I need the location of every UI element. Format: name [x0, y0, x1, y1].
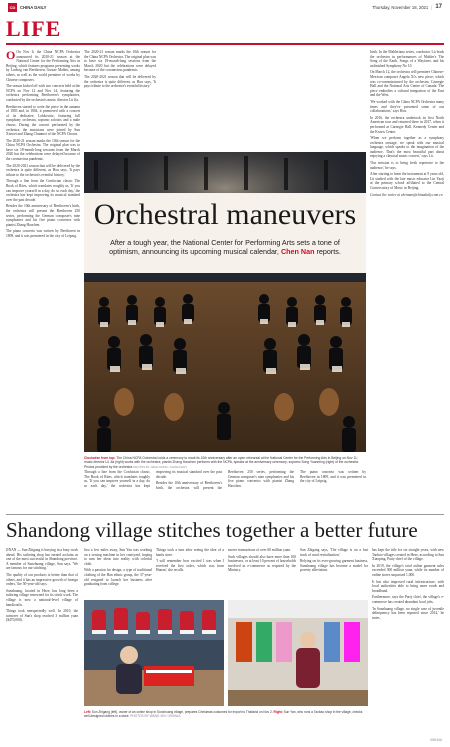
paragraph: Just a few miles away, Sun Yan was working on a sewing machine in her courtyard, hoping to turn her ideas into reality with colorful cloth.: [84, 548, 152, 566]
paragraph: 'Our mission is to bring fresh repertoire to the audience,' he says.: [370, 161, 444, 170]
village-column-2: [84, 548, 152, 598]
village-column-6: [372, 548, 444, 738]
village-column-5: [300, 548, 368, 598]
photo-credit: PHOTOS BY JIANG DONG / CHINA DAILY: [133, 464, 188, 469]
paragraph: 'We worked with the China NCPA Orchestra many times and they've presented some of our collaborations,' says Hou.: [370, 99, 444, 114]
paragraph: mover transactions of over 60 million yuan.: [228, 548, 291, 552]
dropcap: O: [6, 50, 16, 62]
paragraph: Besides the 10th anniversary of Beethoven's birth, the orchestra will present the Beethoven 250 series, performing the German composer's nine symphonies and his five piano concertos with pianist Zhang Haochen.: [6, 204, 80, 227]
paragraph: Relying on its ever-growing garment business, Sunzhuang village has become a model for poverty alleviation.: [300, 559, 368, 573]
footer-source: XINHUA: [429, 738, 442, 742]
paragraph: The 2020-2021 season that will be delivered by the orchestra is quite different, as Hou says, 'It pays tribute to the orchestra's eventful history.': [84, 74, 156, 89]
contact-line: Contact the writer at chennan@chinadaily.com.cn: [370, 192, 443, 197]
issue-date: Thursday, November 18, 2021: [371, 4, 429, 10]
orchestra-column-right: [370, 50, 444, 450]
paragraph: The quality of our products is better than that of others, and it has an impressive growth of foreign orders,' the 50-year-old says.: [6, 572, 78, 587]
orchestra-column-1: [6, 50, 80, 450]
section-title: LIFE: [6, 16, 62, 41]
paragraph: The 2020-21 season marks the 10th season for the China NCPA Orchestra. The original plan was to have six 18-month-long sessions from the March 2020 but the celebrations were delayed because of the coronavirus pandemic.: [84, 50, 156, 73]
village-photo-left: [84, 600, 224, 706]
paragraph: Through a line from the Confucian classic The Book of Rites, which translates roughly as, 'If you can improve yourself in a day, do so each day,' the orchestra has kept improving its musical standard over the past decade.: [6, 179, 80, 202]
paragraph: The piano concerto was written by Beethoven in 1809, and it was premiered in the city of Leipzig.: [300, 470, 366, 484]
divider: [6, 514, 444, 515]
paragraph: Through a line from the Confucian classic The Book of Rites, which translates roughly as, 'If you can improve yourself in a day, do so each day,' the orchestra has kept improving its musical standard over the past decade.: [84, 470, 222, 488]
paragraph: The 2020-21 season marks the 10th season for the China NCPA Orchestra. The original plan was to have six 18-month-long sessions from the March 2020 but the celebrations were delayed because of the coronavirus pandemic.: [6, 138, 80, 162]
village-column-4: [228, 548, 296, 598]
paragraph: In 2019, the village's total online garment sales exceeded 300 million yuan, while its number of online stores surpassed 1,000.: [372, 563, 444, 577]
paragraph: birth. In the Mahleriana series, conductor Lü leads the orchestra in performances of Mahler's The Song of the Earth, Songs of a Wayfarer, and his unfinished Symphony No 10.: [370, 50, 444, 68]
paragraph: Things took unexpectedly well. In 2010, the turnover of Sun's shop reached 3 million yuan ($470,000).: [6, 609, 78, 623]
village-caption: Left: Sun Zhigang (left), owner of an online shop in Sunzhuang village, prepares Christmas costumes for export to Thailand on Nov 2. Right: Sun Yan, who runs a Taobao shop in the village, checks well-designed clothes in a store. PHOTOS BY WANG XIN / XINHUA: [84, 710, 363, 719]
orchestra-deck: After a tough year, the National Center for Performing Arts sets a tone of optimism, announcing its upcoming musical calendar, Chen Nan reports.: [109, 238, 341, 256]
paragraph: O On Nov 6, the China NCPA Orchestra announced its 2020-21 season at the National Center for the Performing Arts in Beijing, which features programs presenting works by Ludwig van Beethoven, Gustav Mahler, among others, as well as the world premiere of works by Chinese composers.: [6, 50, 80, 82]
paragraph: Such villages should also have more than 100 businesses, or at least 10 percent of households involved in e-commerce as required by the Ministry.: [228, 554, 296, 573]
photo-credit: PHOTOS BY WANG XIN / XINHUA: [130, 714, 181, 719]
orchestra-caption: Clockwise from top: The China NCPA Orchestra holds a ceremony to mark its 10th anniversary after an open rehearsal at the National Center for the Performing Arts in Beijing on Nov 11; music director Lü Jia (right) works with the orchestra; pianist Zhang Haochen performs with the NCPA, speaks at the anniversary ceremony; soprano Song Yuanming (right) of the orchestra. Photos provided by the orchestra PHOTOS BY JIANG DONG / CHINA DAILY: [84, 456, 359, 469]
orchestra-headline: Orchestral maneuvers: [93, 198, 357, 231]
orchestra-column-continued: [84, 470, 366, 512]
paragraph: In 2016, the orchestra undertook its first North American tour and returned there in 2017, when it performed at Carnegie Hall, Kennedy Center and the Kravis Center.: [370, 115, 444, 134]
paragraph: 'In Sunzhuang village, no single case of juvenile delinquency has been reported since 2014,' he notes.: [372, 606, 444, 620]
paragraph: The piano concerto was written by Beethoven in 1809, and it was premiered in the city of Leipzig.: [6, 229, 80, 238]
paragraph: On March 12, the orchestra will premiere Chinese-Mexican composer Angela Xi's new piece, which was co-commissioned by the orchestra, Carnegie Hall and the National Arts Centre of Canada. The piece embodies a cultural integration of the East and the West.: [370, 70, 444, 98]
china-daily-logo: CD: [9, 4, 16, 10]
byline: Chen Nan: [280, 247, 315, 256]
paper-name: CHINA DAILY: [20, 4, 47, 10]
clothing-store-scene: [228, 600, 368, 706]
paragraph: With a passion for design, a type of traditional clothing of the Han ethnic group, the 37-year-old resigned to launch her business after graduating from college.: [84, 568, 152, 587]
village-headline: Shandong village stitches together a better future: [6, 518, 418, 542]
paragraph: 'When we perform together as a symphony orchestra onstage, we speak with our musical language, which speaks to the imagination of the audience. That's the most beautiful part about enjoying a classical music concert,' says Lü.: [370, 136, 444, 159]
tailor-scene: [84, 600, 224, 706]
village-photo-right: [228, 600, 368, 706]
paragraph: Sun Zhigang says, 'The village is on a fast track of rural revitalization.': [300, 548, 368, 557]
paragraph: JINAN — Sun Zhigang is busying in a busy work ahead. His tailoring shop has earned acclaim as one of the most successful in Shandong province. A member of Sunzhuang village, Sun says, 'We are famous for our stitching.': [6, 548, 78, 571]
paragraph: 'I will remember how excited I was when I received the first order, which was from Hunan,' she recalls.: [156, 559, 224, 573]
paragraph: Sunzhuang, located in Heze, has long been a tailoring village renowned for its stitch work. The village is now a national-level village of handicrafts.: [6, 588, 78, 607]
paragraph: Things took a turn after seeing the idea of a hanfu store.: [156, 548, 224, 557]
paragraph: The 2020-2021 season that will be delivered by the orchestra is quite different, as Hou says, 'It pays tribute to the orchestra's eventful history.': [6, 163, 80, 177]
paragraph: Beethoven started to write the piece in the autumn of 1803 and, in 1804, it premiered with a concert of its dedicatee, Lobkowitz, featuring full symphony orchestra, soprano soloists and a male chorus. During the concert performed by the orchestra, the musicians were joined by Sun Xiuwei and Zhang Chunmei of the NCPA Chorus.: [6, 104, 80, 137]
paragraph: has kept the title for six straight years, with new Taobao villages created in Heze, according to Sun Xiaoping, Party chief of the village.: [372, 548, 444, 562]
paragraph: It has also improved rural infrastructure, with local authorities able to bring more roads and broadband.: [372, 579, 444, 593]
page-number: 17: [435, 4, 442, 10]
paragraph: After starting to learn the instrument at 9 years old, Lü studied with the late music educator Lin Yaoji at the primary school affiliated to the Central Conservatory of Music in Beijing.: [370, 172, 444, 191]
orchestra-column-2: [84, 50, 156, 150]
paragraph: Furthermore, says the Party chief, the village's e-commerce has created abundant local jobs.: [372, 595, 444, 604]
top-bar: CD CHINA DAILY Thursday, November 18, 2021 | 17: [9, 4, 442, 10]
paragraph: The season kicked off with two concerts held at the NCPA on Nov 12 and Nov 14, featuring the orchestra performing Beethoven's symphonies, conducted by the orchestra's music director Lü Jia.: [6, 84, 80, 102]
village-column-1: [6, 548, 78, 738]
village-column-3: [156, 548, 224, 598]
paragraph: Besides the 10th anniversary of Beethoven's birth, the orchestra will present the Beethoven 250 series, performing the German composer's nine symphonies and his five piano concertos with pianist Zhang Haochen.: [156, 470, 294, 490]
section-rule: [6, 43, 444, 45]
